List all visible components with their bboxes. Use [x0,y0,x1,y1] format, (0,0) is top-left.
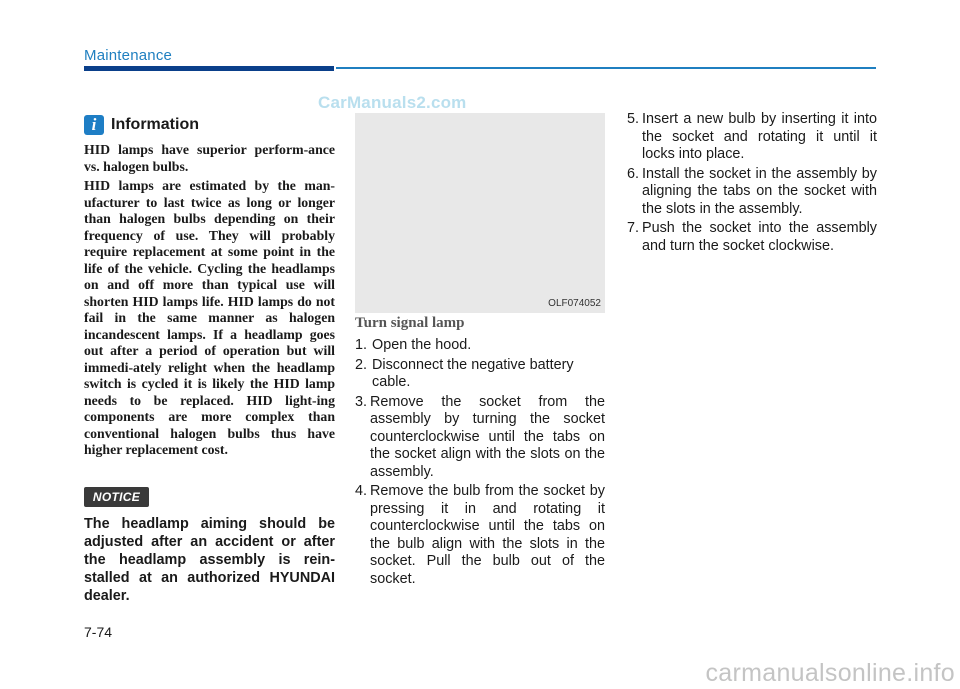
step-number: 3. [355,393,368,410]
info-paragraph: HID lamps have superior perform-ance vs. halogen bulbs. [84,142,335,174]
step-item [355,483,605,588]
section-title: Maintenance [84,47,173,64]
step-item [627,220,877,255]
step-item [355,357,605,392]
notice-text: The headlamp aiming should be adjusted after an accident or after the headlamp assembly is rein-stalled at an authorized HYUNDAI dealer. [84,516,335,604]
step-number: 6. [627,165,640,182]
step-text: Push the socket into the assembly and turn the socket clockwise. [642,220,877,254]
step-number: 4. [355,483,368,499]
step-text: Remove the bulb from the socket by pressing it in and rotating it counterclockwise until the tabs on the bulb align with the slots in the socket. Pull the bulb out of the socket. [370,483,605,587]
step-number: 1. [355,337,368,353]
info-icon: i [84,115,104,135]
step-number: 5. [627,111,640,127]
step-number: 7. [627,220,640,236]
top-watermark: CarManuals2.com [318,93,467,112]
bottom-watermark: carmanualsonline.info [705,659,955,687]
step-item [355,394,605,482]
step-list [355,337,605,590]
step-list [627,111,877,257]
step-text: Disconnect the negative battery cable. [372,356,574,390]
step-text: Insert a new bulb by inserting it into the socket and rotating it until it locks into place. [642,111,877,162]
header-rule-light [336,67,876,69]
step-item [627,111,877,164]
figure-image [355,113,605,313]
step-text: Remove the socket from the assembly by turning the socket counterclockwise until the tabs on the socket align with the slots on the assembly. [370,393,605,480]
info-paragraph: HID lamps are estimated by the man-ufacturer to last twice as long or longer than halogen bulbs depending on their frequency of use. They will probably require replacement at some point in the life of the vehicle. Cycling the headlamps on and off more than typical use will shorten HID lamps life. HID lamps do not fail in the same manner as halogen incandescent lamps. If a headlamp goes out after a period of operation but will immedi-ately relight when the headlamp switch is cycled it is likely the HID lamp needs to be replaced. HID light-ing components are more complex than conventional halogen bulbs thus have higher replacement cost. [84,178,335,457]
notice-badge: NOTICE [84,487,149,507]
figure-code: OLF074052 [548,298,601,309]
step-item [355,337,605,355]
step-text: Open the hood. [372,337,472,353]
information-title: Information [111,116,199,133]
header-rule-dark [84,66,334,71]
step-text: Install the socket in the assembly by aligning the tabs on the socket with the slots in the assembly. [642,165,877,217]
page-number: 7-74 [84,624,113,640]
step-number: 2. [355,356,368,373]
step-item [627,166,877,219]
turn-signal-heading: Turn signal lamp [355,315,465,331]
